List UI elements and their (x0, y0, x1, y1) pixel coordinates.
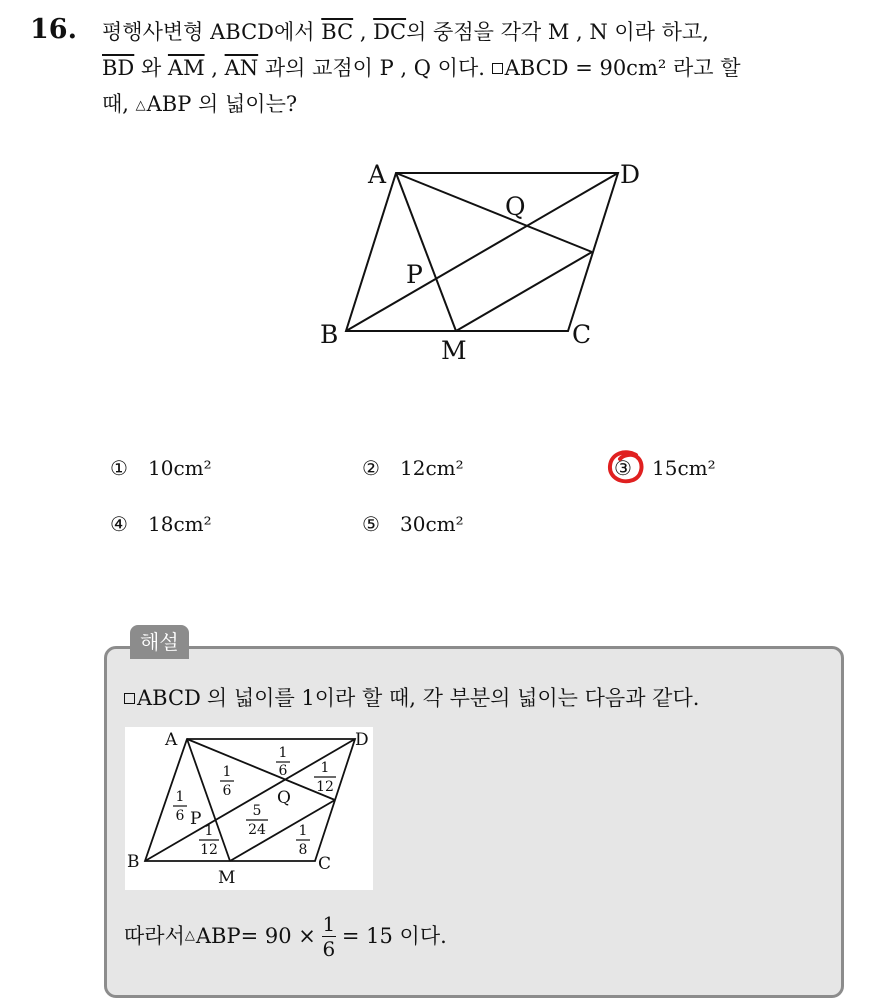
frac-3-den: 6 (278, 763, 288, 779)
segment-bd-line (346, 173, 618, 331)
frac-1-den: 12 (200, 842, 218, 858)
sol-label-a: A (165, 730, 178, 750)
frac-5-den: 12 (316, 779, 334, 795)
text: 의 넓이를 1이라 할 때, 각 부분의 넓이는 다음과 같다. (206, 686, 700, 710)
frac-5-num: 1 (320, 760, 330, 776)
choice-text: 30cm² (400, 512, 464, 536)
parallelogram-symbol-icon (124, 693, 135, 704)
label-q: Q (505, 192, 526, 221)
text: = 90cm² 라고 할 (568, 56, 741, 80)
text: 때, (102, 92, 136, 116)
text: , (204, 56, 225, 80)
frac-2-den: 6 (222, 783, 232, 799)
frac-4-den: 24 (248, 822, 266, 838)
frac-3-num: 1 (278, 745, 288, 761)
frac-0-num: 1 (175, 789, 185, 805)
text: 의 넓이는? (191, 92, 298, 116)
segment-dc: $\overline{DC}$ (373, 20, 407, 44)
solution-line-2 (124, 906, 447, 966)
label-m: M (441, 336, 467, 365)
frac-num: 1 (322, 911, 336, 936)
sq-label: ABCD (137, 686, 201, 710)
sq-label: ABCD (504, 56, 569, 80)
frac-den: 6 (322, 936, 336, 961)
segment-bc: $\overline{BC}$ (321, 20, 354, 44)
text: = 90 × (240, 924, 316, 948)
segment-am-line (396, 173, 456, 331)
choice-number: ③ (614, 456, 632, 480)
solution-line-1 (124, 680, 699, 716)
frac-6-num: 1 (298, 823, 308, 839)
choice-1[interactable] (110, 453, 212, 483)
segment-an-line (396, 173, 592, 252)
triangle-symbol-icon: △ (184, 928, 195, 943)
choice-text: 15cm² (652, 456, 716, 480)
frac-6-den: 8 (298, 842, 308, 858)
segment-bd: $\overline{BD}$ (102, 56, 135, 80)
sol-label-m: M (218, 868, 236, 888)
segment-am: $\overline{AM}$ (167, 56, 205, 80)
tri-label: ABP (195, 924, 241, 948)
sol-label-c: C (318, 854, 332, 874)
sol-label-d: D (355, 730, 369, 750)
choice-number: ② (362, 456, 380, 480)
frac-1-num: 1 (204, 823, 214, 839)
answer-circle-mark-icon (606, 448, 646, 486)
frac-2-num: 1 (222, 764, 232, 780)
choice-number: ① (110, 456, 128, 480)
label-c: C (572, 320, 592, 349)
text: 와 (134, 56, 168, 80)
choice-4[interactable] (110, 509, 212, 539)
label-d: D (620, 160, 641, 189)
frac-0-den: 6 (175, 808, 185, 824)
sol-label-p: P (190, 809, 202, 829)
fraction (322, 912, 336, 961)
solution-tab: 해설 (130, 625, 189, 659)
text: = 15 이다. (341, 924, 447, 948)
choice-number: ④ (110, 512, 128, 536)
choice-5[interactable] (362, 509, 464, 539)
triangle-symbol-icon: △ (135, 98, 146, 113)
text: 의 중점을 각각 M , N 이라 하고, (406, 20, 709, 44)
text: 평행사변형 ABCD에서 (102, 20, 322, 44)
text: , (353, 20, 374, 44)
question-number: 16. (30, 14, 77, 45)
sol-segment-mn (230, 800, 335, 861)
sol-segment-an (187, 739, 335, 800)
label-b: B (320, 320, 339, 349)
label-p: P (406, 260, 423, 289)
choice-2[interactable] (362, 453, 464, 483)
frac-4-num: 5 (252, 803, 262, 819)
text: 과의 교점이 P , Q 이다. (258, 56, 492, 80)
segment-an: $\overline{AN}$ (224, 56, 259, 80)
solution-area-figure (125, 727, 373, 890)
label-a: A (368, 160, 387, 189)
choice-number: ⑤ (362, 512, 380, 536)
text: 따라서 (124, 924, 185, 948)
choice-text: 10cm² (148, 456, 212, 480)
sol-label-b: B (127, 852, 140, 872)
choice-text: 12cm² (400, 456, 464, 480)
tri-label: ABP (146, 92, 192, 116)
choice-text: 18cm² (148, 512, 212, 536)
sol-label-q: Q (277, 788, 291, 808)
